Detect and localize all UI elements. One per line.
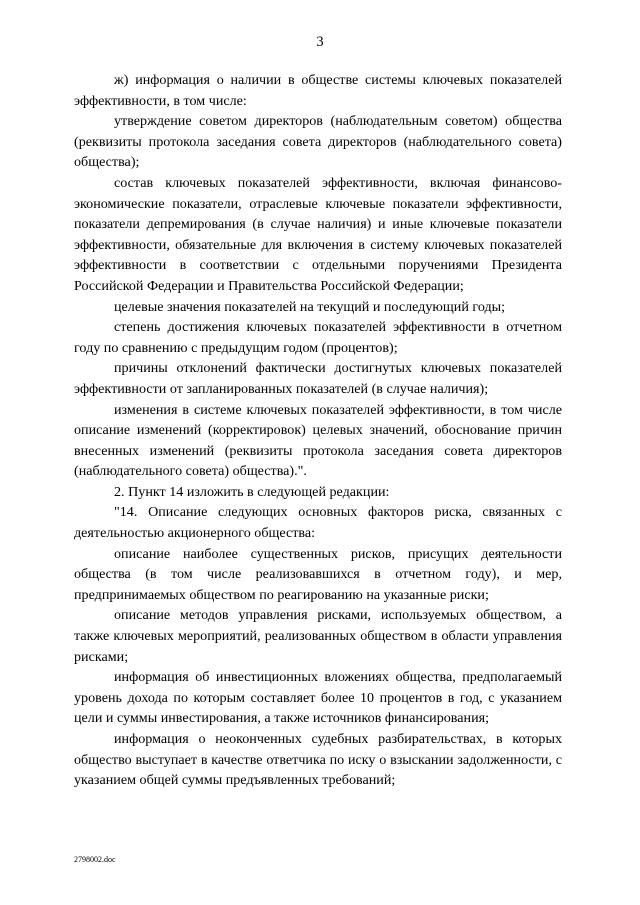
paragraph-item-14-instruction: 2. Пункт 14 изложить в следующей редакции: [114,483,390,500]
paragraph-risk-management-methods: описание методов управления рисками, используемых обществом, а также ключевых мероприятий, реализованных обществом в области управления рисками; [74,607,562,665]
paragraph-board-approval: утверждение советом директоров (наблюдательным советом) общества (реквизиты протокола заседания совета директоров (наблюдательного совета) общества); [74,113,562,171]
paragraph-litigation: информация о неоконченных судебных разбирательствах, в которых общество выступает в качестве ответчика по иску о взыскании задолженности, с указанием общей суммы предъявленных требований; [74,731,562,789]
document-body [74,70,562,791]
paragraph-achievement-degree: степень достижения ключевых показателей эффективности в отчетном году по сравнению с предыдущим годом (процентов); [74,319,562,356]
paragraph-investments: информация об инвестиционных вложениях общества, предполагаемый уровень дохода по которым составляет более 10 процентов в год, с указанием цели и суммы инвестирования, а также источников финансирования; [74,669,562,727]
paragraph-kpi-composition: состав ключевых показателей эффективности, включая финансово-экономические показатели, отраслевые ключевые показатели эффективности, показатели депремирования (в случае наличия) и иные ключевые показатели эффективности, обязательные для включения в систему ключевых показателей эффективности в соответствии с отдельными поручениями Президента Российской Федерации и Правительства Российской Федерации; [74,174,562,294]
paragraph-item-14-heading: "14. Описание следующих основных факторов риска, связанных с деятельностью акционерного общества: [74,504,562,542]
footer-filename: 2798002.doc [74,855,116,864]
paragraph-significant-risks: описание наиболее существенных рисков, присущих деятельности общества (в том числе реализовавшихся в отчетном году), и мер, предпринимаемых обществом по реагированию на указанные риски; [74,545,562,603]
paragraph-target-values: целевые значения показателей на текущий и последующий годы; [114,298,506,315]
page-number: 3 [316,34,324,50]
paragraph-kpi-changes: изменения в системе ключевых показателей эффективности, в том числе описание изменений (корректировок) целевых значений, обоснование причин внесенных изменений (реквизиты протокола заседания совета директоров (наблюдательного совета) общества).". [74,401,562,480]
paragraph-kpi-info: ж) информация о наличии в обществе системы ключевых показателей эффективности, в том числе: [74,72,562,109]
paragraph-deviation-reasons: причины отклонений фактически достигнутых ключевых показателей эффективности от запланированных показателей (в случае наличия); [74,360,562,397]
